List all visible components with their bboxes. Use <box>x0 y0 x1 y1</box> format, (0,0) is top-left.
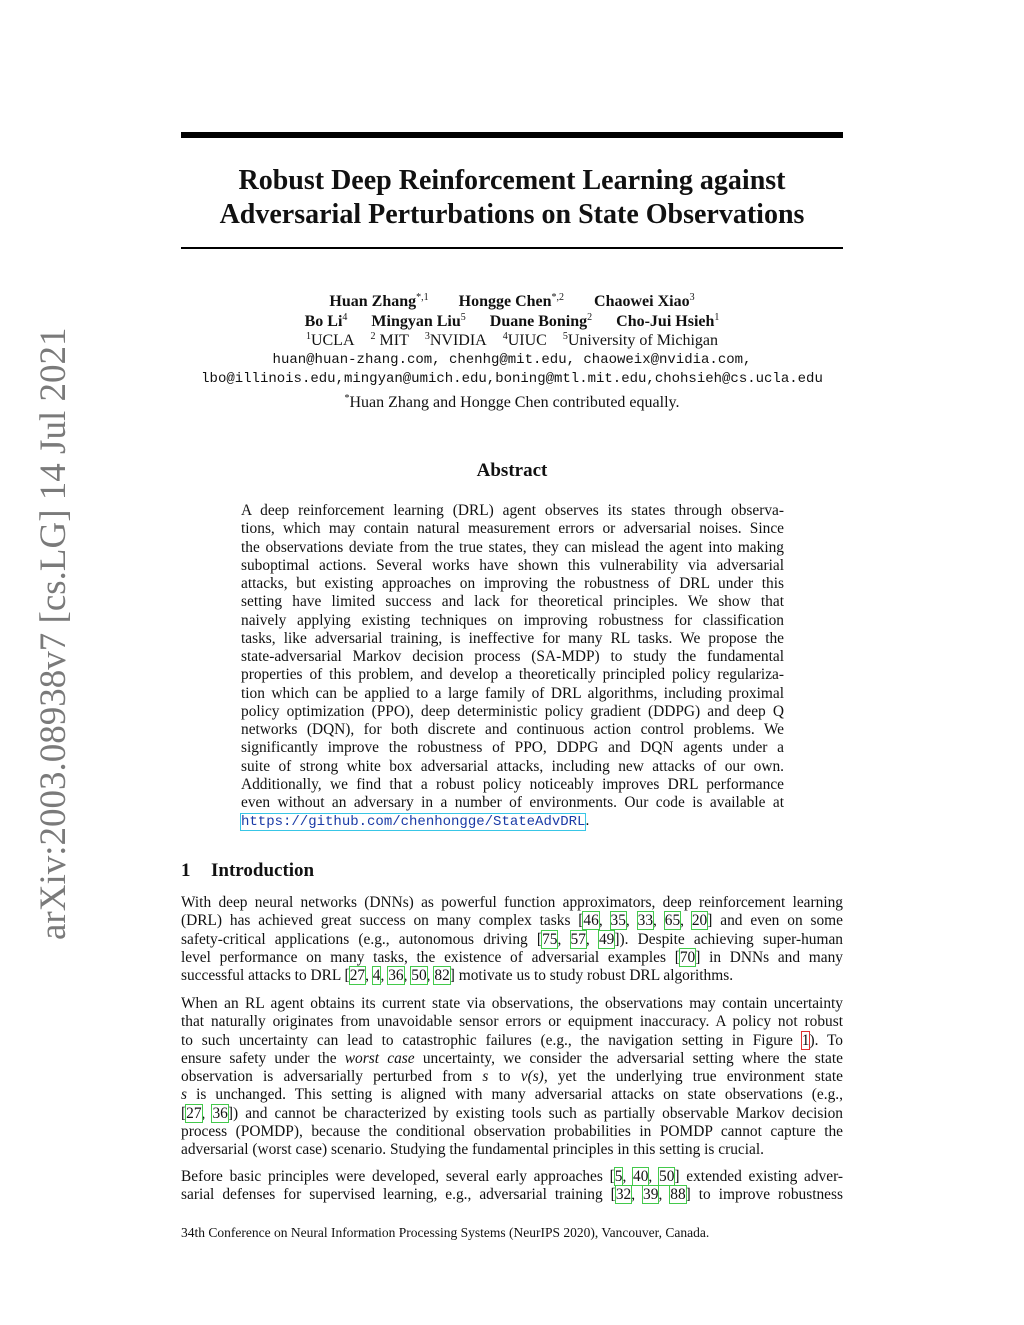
affil-sup: 3 <box>424 331 430 342</box>
citation-link[interactable]: 82 <box>434 967 450 984</box>
para-line: [27, 36]) and cannot be characterized by existing tools such as partially observable Markov decision <box>181 1104 843 1122</box>
text-run: ). To <box>809 1031 843 1049</box>
abstract-line: naively applying existing techniques on improving robustness for classification <box>241 611 784 629</box>
link-period: . <box>585 812 590 830</box>
text-run: ] in DNNs and many <box>695 948 843 966</box>
text-run: (DRL) has achieved great success on many complex tasks [ <box>181 912 584 930</box>
author-sup: *,2 <box>551 292 565 303</box>
code-repo-link[interactable]: https://github.com/chenhongge/StateAdvDRL <box>241 814 586 831</box>
affil-name: NVIDIA <box>429 332 487 349</box>
math-symbol: s <box>181 1086 187 1104</box>
author-sup: 5 <box>460 311 466 323</box>
citation-link[interactable]: 49 <box>598 930 615 948</box>
para-line: sarial defenses for supervised learning, e.g., adversarial training [32, 39, 88] to improve robustness <box>181 1186 843 1204</box>
para-line <box>181 1050 843 1068</box>
citation-link[interactable]: 27 <box>186 1104 202 1122</box>
citation-link[interactable]: 33 <box>637 912 654 930</box>
section-title: Introduction <box>211 860 315 881</box>
citation-link[interactable]: 39 <box>643 1186 659 1204</box>
title-line-1: Robust Deep Reinforcement Learning against <box>238 165 786 196</box>
math-symbol: s <box>482 1068 489 1085</box>
author-name: Duane Boning <box>489 312 588 330</box>
citation-link[interactable]: 36 <box>212 1104 228 1122</box>
author-sup: 4 <box>342 311 348 323</box>
citation-link[interactable]: 88 <box>670 1186 686 1204</box>
para-line: When an RL agent obtains its current state via observations, the observations may contain uncertainty <box>181 995 843 1012</box>
author-name: Chaowei Xiao <box>594 293 690 310</box>
citation-link[interactable]: 36 <box>388 967 404 984</box>
section-heading-introduction <box>181 860 314 882</box>
abstract-line: attacks, but existing approaches on improving the robustness of DRL under this <box>241 575 784 592</box>
emails-line-1: huan@huan-zhang.com, chenhg@mit.edu, chaoweix@nvidia.com, <box>272 351 752 368</box>
author-name: Mingyan Liu <box>371 312 461 330</box>
intro-paragraph-1 <box>181 894 843 985</box>
citation-link[interactable]: 5 <box>614 1168 623 1185</box>
citation-link[interactable]: 32 <box>615 1186 632 1204</box>
text-run: is unchanged. This setting is aligned with many adversarial attacks on state observations (e.g., <box>187 1086 843 1104</box>
emphasis-text: worst case <box>344 1049 415 1067</box>
author-name: Huan Zhang <box>329 293 417 310</box>
text-run: ] motivate us to study robust DRL algorithms. <box>449 967 734 984</box>
affil-name: MIT <box>379 332 409 349</box>
para-line <box>181 1068 843 1086</box>
citation-link[interactable]: 46 <box>583 912 599 930</box>
abstract-line: setting have limited success and lack for theoretical principles. We show that <box>241 593 784 611</box>
para-line <box>181 949 843 967</box>
equal-contribution-note <box>150 393 874 413</box>
citation-link[interactable]: 4 <box>372 967 381 984</box>
author-row-2 <box>150 312 874 332</box>
intro-paragraph-2 <box>181 995 843 1159</box>
paper-title <box>181 164 843 232</box>
title-rule-bottom <box>181 247 843 249</box>
emails-line-2: lbo@illinois.edu,mingyan@umich.edu,boning@mtl.mit.edu,chohsieh@cs.ucla.edu <box>201 371 823 387</box>
arxiv-side-stamp: arXiv:2003.08938v7 [cs.LG] 14 Jul 2021 <box>33 327 74 940</box>
abstract-line: policy optimization (PPO), deep deterministic policy gradient (DDPG) and deep Q <box>241 702 784 720</box>
author-name: Bo Li <box>304 312 343 330</box>
citation-link[interactable]: 65 <box>664 912 681 930</box>
title-rule-top <box>181 132 843 138</box>
para-line <box>181 1032 843 1050</box>
intro-paragraph-3 <box>181 1168 843 1205</box>
abstract-line: tion which can be applied to a large family of DRL algorithms, including proximal <box>241 684 784 702</box>
author-sup: 3 <box>689 292 695 303</box>
citation-link[interactable]: 40 <box>633 1168 649 1185</box>
figure-ref-link[interactable]: 1 <box>801 1031 810 1049</box>
abstract-line: networks (DQN), for both discrete and continuous action control problems. We <box>241 721 784 738</box>
note-sup: * <box>344 392 350 404</box>
text-run: ] and even on some <box>707 912 843 930</box>
affil-name: University of Michigan <box>567 332 719 349</box>
abstract-line: Additionally, we find that a robust policy noticeably improves DRL performance <box>241 775 784 793</box>
abstract-line: the observations deviate from the true states, they can mislead the agent into making <box>241 538 784 556</box>
para-line: (DRL) has achieved great success on many complex tasks [46, 35, 33, 65, 20] and even on some <box>181 912 843 930</box>
author-block <box>150 292 874 412</box>
para-line: adversarial (worst case) scenario. Studying the fundamental principles in this setting is crucial. <box>181 1141 764 1158</box>
affil-name: UIUC <box>507 332 547 349</box>
para-line: successful attacks to DRL [27, 4, 36, 50, 82] motivate us to study robust DRL algorithms. <box>181 967 734 984</box>
affil-sup: 1 <box>305 331 311 342</box>
citation-link[interactable]: 35 <box>610 912 626 930</box>
abstract-line: tions, which may contain natural measurement errors or adversarial noises. Since <box>241 520 784 538</box>
conference-footer: 34th Conference on Neural Information Processing Systems (NeurIPS 2020), Vancouver, Canada. <box>181 1225 710 1240</box>
author-sup: 2 <box>587 311 593 323</box>
citation-link[interactable]: 75 <box>542 930 558 948</box>
abstract-line: suboptimal actions. Several works have shown this vulnerability via adversarial <box>241 556 784 574</box>
abstract-line: suite of strong white box adversarial attacks, including new attacks of our own. <box>241 757 784 775</box>
abstract-line: significantly improve the robustness of PPO, DDPG and DQN agents under a <box>241 739 784 757</box>
abstract-line: tasks, like adversarial training, is ineffective for many RL tasks. We propose the <box>241 629 784 647</box>
affil-name: UCLA <box>310 332 355 349</box>
text-run: sarial defenses for supervised learning, e.g., adversarial training [ <box>181 1186 616 1204</box>
text-run: uncertainty, we consider the adversarial setting where the state <box>414 1049 843 1067</box>
citation-link[interactable]: 70 <box>679 948 696 966</box>
para-line: process (POMDP), because the conditional observation probabilities in POMDP cannot capture the <box>181 1122 843 1140</box>
abstract-line: A deep reinforcement learning (DRL) agent observes its states through observa- <box>241 502 784 519</box>
text-run: observation is adversarially perturbed from <box>181 1068 483 1085</box>
affil-sup: 2 <box>370 331 376 342</box>
text-run: ] to improve robustness <box>685 1186 843 1204</box>
citation-link[interactable]: 50 <box>659 1168 675 1185</box>
author-name: Cho-Jui Hsieh <box>616 312 715 330</box>
abstract-heading: Abstract <box>476 460 548 481</box>
author-row-1 <box>150 292 874 312</box>
affil-sup: 4 <box>502 331 508 342</box>
citation-link[interactable]: 20 <box>691 912 708 930</box>
para-line: With deep neural networks (DNNs) as powerful function approximators, deep reinforcement learning <box>181 894 843 911</box>
text-run: successful attacks to DRL [ <box>181 967 350 984</box>
text-run: ) and cannot be characterized by existing tools such as partially observable Markov decision <box>233 1104 843 1122</box>
text-run: safety-critical applications (e.g., autonomous driving [ <box>181 930 543 948</box>
text-run: to such uncertainty can lead to catastrophic failures (e.g., the navigation setting in Figure <box>181 1031 802 1049</box>
author-name: Hongge Chen <box>458 293 552 310</box>
text-run: to <box>488 1068 521 1085</box>
para-line: Before basic principles were developed, several early approaches [5, 40, 50] extended existing adver- <box>181 1168 844 1185</box>
para-line: safety-critical applications (e.g., autonomous driving [75, 57, 49]). Despite achieving super-human <box>181 930 843 948</box>
abstract-line: even without an adversary in a number of environments. Our code is available at <box>241 794 784 811</box>
author-sup: *,1 <box>416 292 429 303</box>
text-run: Before basic principles were developed, several early approaches [ <box>181 1168 615 1185</box>
note-text: Huan Zhang and Hongge Chen contributed equally. <box>349 393 680 411</box>
author-sup: 1 <box>714 311 720 323</box>
text-run: ] extended existing adver- <box>674 1168 844 1185</box>
abstract-link-line <box>241 812 784 831</box>
math-symbol: ν(s) <box>520 1068 544 1085</box>
title-line-2: Adversarial Perturbations on State Observations <box>219 199 805 230</box>
para-line <box>181 1086 843 1104</box>
affiliations <box>150 331 874 351</box>
text-run: ]). Despite achieving super-human <box>614 930 843 948</box>
text-run: level performance on many tasks, the existence of adversarial examples [ <box>181 948 680 966</box>
abstract-body <box>241 502 784 832</box>
para-line: that naturally originates from unavoidable sensor errors or equipment inaccuracy. A policy not robust <box>181 1013 843 1031</box>
text-run: ensure safety under the <box>181 1049 345 1067</box>
affil-sup: 5 <box>562 331 568 342</box>
abstract-line: properties of this problem, and develop a theoretically principled policy regulariza- <box>241 666 784 684</box>
abstract-line: state-adversarial Markov decision process (SA-MDP) to study the fundamental <box>241 648 784 665</box>
citation-link[interactable]: 50 <box>411 967 427 984</box>
section-number: 1 <box>181 860 191 881</box>
citation-link[interactable]: 57 <box>570 930 586 948</box>
text-run: , yet the underlying true environment state <box>543 1068 843 1085</box>
citation-link[interactable]: 27 <box>349 967 366 984</box>
